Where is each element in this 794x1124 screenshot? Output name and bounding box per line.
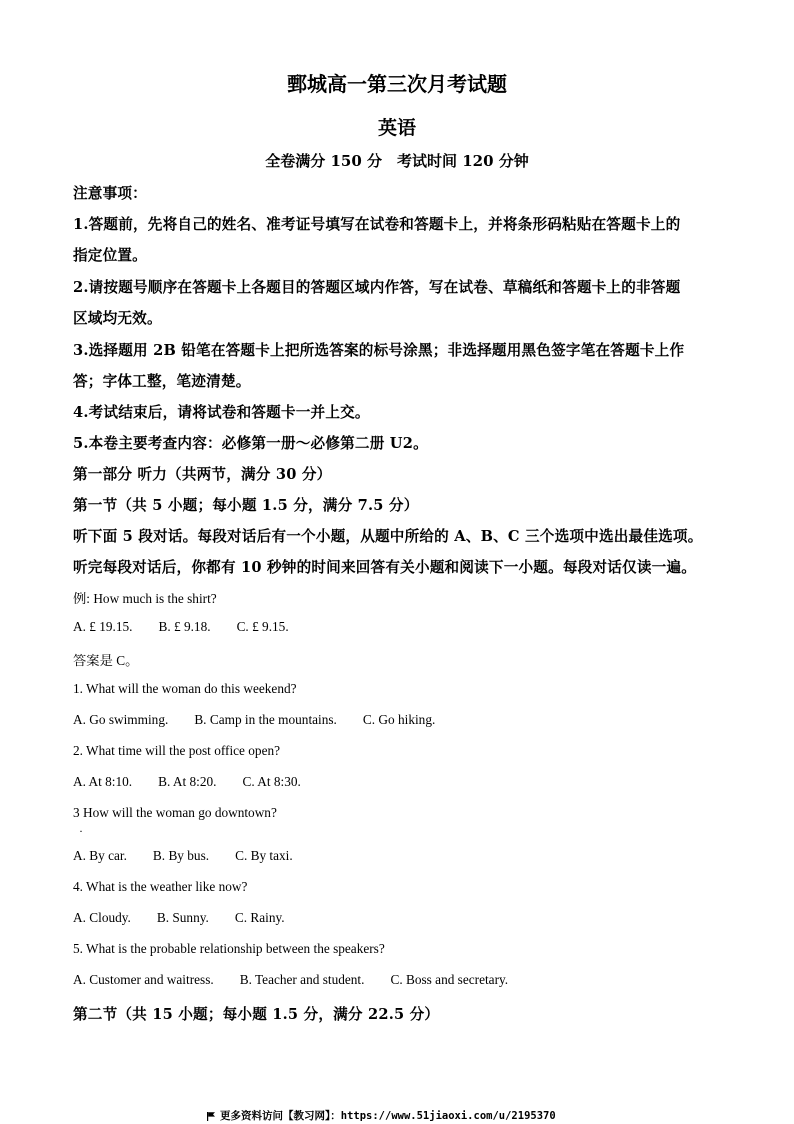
option-c: C. By taxi. xyxy=(235,848,293,863)
footer-text[interactable]: 更多资料访问【教习网】：https://www.51jiaoxi.com/u/2195370 xyxy=(220,1110,556,1122)
instruction-line: 听下面 5 段对话。每段对话后有一个小题，从题中所给的 A、B、C 三个选项中选出最佳选项。 xyxy=(73,528,703,545)
exam-title: 鄄城高一第三次月考试题 xyxy=(287,72,507,96)
option-b: B. £ 9.18. xyxy=(158,619,211,634)
option-c: C. Rainy. xyxy=(234,910,285,925)
question-3-options xyxy=(73,848,293,864)
question-1: 1. What will the woman do this weekend? xyxy=(73,681,297,696)
notice-line: 4.考试结束后，请将试卷和答题卡一并上交。 xyxy=(73,404,370,421)
option-a: A. Cloudy. xyxy=(73,910,131,925)
option-b: B. Sunny. xyxy=(156,910,209,925)
question-4-options xyxy=(73,910,285,926)
option-a: A. By car. xyxy=(73,848,127,863)
notice-line: 答；字体工整，笔迹清楚。 xyxy=(73,373,251,390)
option-b: B. Teacher and student. xyxy=(239,972,365,987)
example-options xyxy=(73,619,289,635)
question-1-options xyxy=(73,712,435,728)
example-question: 例: How much is the shirt? xyxy=(73,591,217,606)
notice-line: 指定位置。 xyxy=(73,247,147,264)
question-4: 4. What is the weather like now? xyxy=(73,879,248,894)
option-c: C. Boss and secretary. xyxy=(390,972,509,987)
option-c: C. £ 9.15. xyxy=(236,619,289,634)
flag-icon xyxy=(206,1111,216,1121)
option-a: A. Go swimming. xyxy=(73,712,169,727)
notice-line: 2.请按题号顺序在答题卡上各题目的答题区域内作答，写在试卷、草稿纸和答题卡上的非答题 xyxy=(73,279,681,296)
option-c: C. Go hiking. xyxy=(362,712,436,727)
footer-link[interactable] xyxy=(206,1108,556,1123)
section1-heading: 第一节（共 5 小题；每小题 1.5 分，满分 7.5 分） xyxy=(73,497,419,514)
option-b: B. Camp in the mountains. xyxy=(194,712,337,727)
option-a: A. At 8:10. xyxy=(73,774,133,789)
part1-heading: 第一部分 听力（共两节，满分 30 分） xyxy=(73,466,332,483)
notice-heading: 注意事项： xyxy=(73,185,147,202)
notice-line: 3.选择题用 2B 铅笔在答题卡上把所选答案的标号涂黑；非选择题用黑色签字笔在答题卡上作 xyxy=(73,342,685,359)
option-b: B. By bus. xyxy=(152,848,210,863)
question-5: 5. What is the probable relationship between the speakers? xyxy=(73,941,385,956)
question-2: 2. What time will the post office open? xyxy=(73,743,281,758)
example-answer: 答案是 C。 xyxy=(73,653,139,668)
question-3: 3 How will the woman go downtown? xyxy=(73,805,277,820)
notice-line: 区域均无效。 xyxy=(73,310,162,327)
option-a: A. £ 19.15. xyxy=(73,619,133,634)
instruction-line: 听完每段对话后，你都有 10 秒钟的时间来回答有关小题和阅读下一小题。每段对话仅读一遍。 xyxy=(73,559,697,576)
subject-title: 英语 xyxy=(377,117,416,139)
option-a: A. Customer and waitress. xyxy=(73,972,214,987)
section2-heading: 第二节（共 15 小题；每小题 1.5 分，满分 22.5 分） xyxy=(73,1006,440,1023)
question-5-options xyxy=(73,972,508,988)
option-c: C. At 8:30. xyxy=(242,774,301,789)
option-b: B. At 8:20. xyxy=(158,774,217,789)
stray-dot: · xyxy=(79,824,83,838)
notice-line: 5.本卷主要考查内容：必修第一册～必修第二册 U2。 xyxy=(73,435,428,452)
exam-meta: 全卷满分 150 分 考试时间 120 分钟 xyxy=(265,152,529,170)
question-2-options xyxy=(73,774,301,790)
notice-line: 1.答题前，先将自己的姓名、准考证号填写在试卷和答题卡上，并将条形码粘贴在答题卡上的 xyxy=(73,216,681,233)
